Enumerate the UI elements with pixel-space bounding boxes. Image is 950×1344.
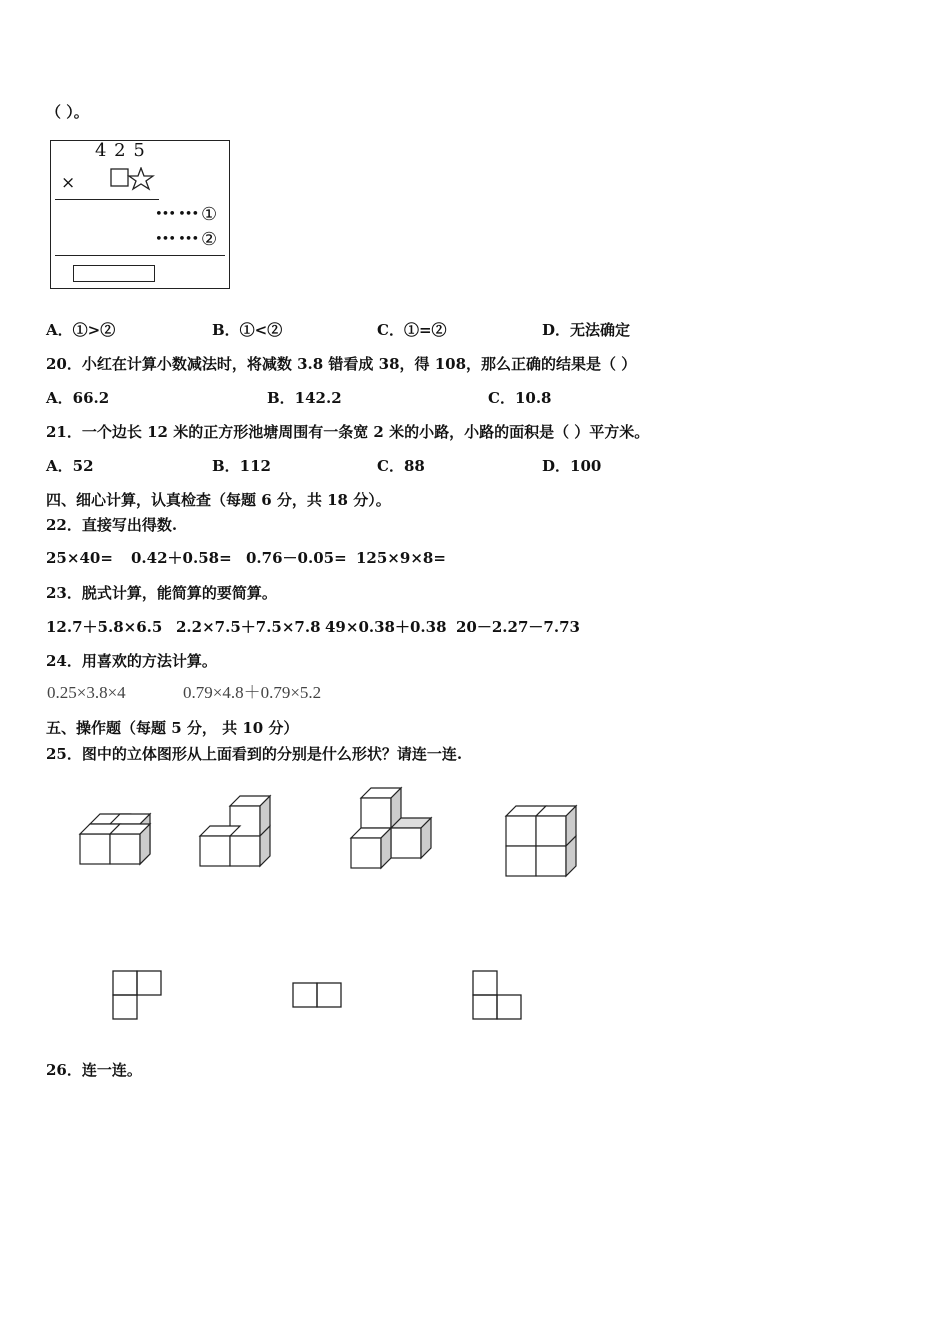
- top-blank-line: （ ）。: [46, 103, 89, 121]
- q19-option-a: A．①>②: [46, 321, 116, 339]
- section-4-heading: 四、细心计算，认真检查（每题 6 分，共 18 分）。: [46, 491, 391, 509]
- q23-text: 23．脱式计算，能简算的要简算。: [46, 584, 277, 602]
- q19-option-d: D．无法确定: [542, 321, 631, 339]
- q26-text: 26．连一连。: [46, 1061, 142, 1079]
- q25-text: 25．图中的立体图形从上面看到的分别是什么形状？请连一连.: [46, 745, 463, 763]
- q24-item-2: 0.79×4.8＋0.79×5.2: [183, 683, 322, 702]
- q23-item-1: 12.7＋5.8×6.5: [46, 618, 163, 636]
- q20-option-b: B．142.2: [267, 389, 342, 407]
- q19-option-b: B．①<②: [212, 321, 283, 339]
- q22-item-2: 0.42＋0.58=: [131, 549, 232, 567]
- q22-item-4: 125×9×8=: [356, 549, 446, 567]
- q24-text: 24．用喜欢的方法计算。: [46, 652, 217, 670]
- cube-figure-4: [500, 800, 585, 880]
- q22-text: 22．直接写出得数.: [46, 516, 178, 534]
- cube-figure-1: [70, 808, 160, 868]
- top-view-shape-2: [290, 980, 345, 1012]
- marker-1: ①: [201, 204, 218, 225]
- partial-product-1-dots: ••• •••: [155, 207, 199, 222]
- cube-figure-3: [345, 782, 440, 877]
- q20-option-a: A．66.2: [46, 389, 110, 407]
- top-view-shape-3: [470, 968, 525, 1023]
- q21-text: 21．一个边长 12 米的正方形池塘周围有一条宽 2 米的小路，小路的面积是（ ）平方米。: [46, 423, 650, 441]
- q20-text: 20．小红在计算小数减法时，将减数 3.8 错看成 38，得 108，那么正确的结果是（ ）: [46, 355, 637, 373]
- square-star-icon: [109, 167, 155, 191]
- top-view-shape-1: [110, 968, 165, 1023]
- q21-option-a: A．52: [46, 457, 94, 475]
- section-5-heading: 五、操作题（每题 5 分， 共 10 分）: [46, 719, 299, 737]
- q21-option-d: D．100: [542, 457, 602, 475]
- q21-option-c: C．88: [377, 457, 425, 475]
- multiplication-figure: [50, 140, 230, 289]
- result-box: [73, 265, 155, 282]
- q19-option-c: C．①=②: [377, 321, 447, 339]
- q20-option-c: C．10.8: [488, 389, 552, 407]
- multiplicand-digits: 4 2 5: [95, 140, 146, 161]
- cube-figure-2: [192, 790, 282, 870]
- q23-item-2: 2.2×7.5＋7.5×7.8: [176, 618, 321, 636]
- marker-2: ②: [201, 229, 218, 250]
- times-sign: ×: [61, 173, 76, 193]
- q22-item-1: 25×40=: [46, 549, 113, 567]
- q23-item-3: 49×0.38＋0.38: [325, 618, 447, 636]
- q23-item-4: 20－2.27－7.73: [456, 618, 580, 636]
- partial-product-2-dots: ••• •••: [155, 232, 199, 247]
- q21-option-b: B．112: [212, 457, 271, 475]
- q24-item-1: 0.25×3.8×4: [47, 683, 126, 702]
- q22-item-3: 0.76－0.05=: [246, 549, 347, 567]
- product-line-2: [55, 255, 225, 256]
- product-line-1: [55, 199, 159, 200]
